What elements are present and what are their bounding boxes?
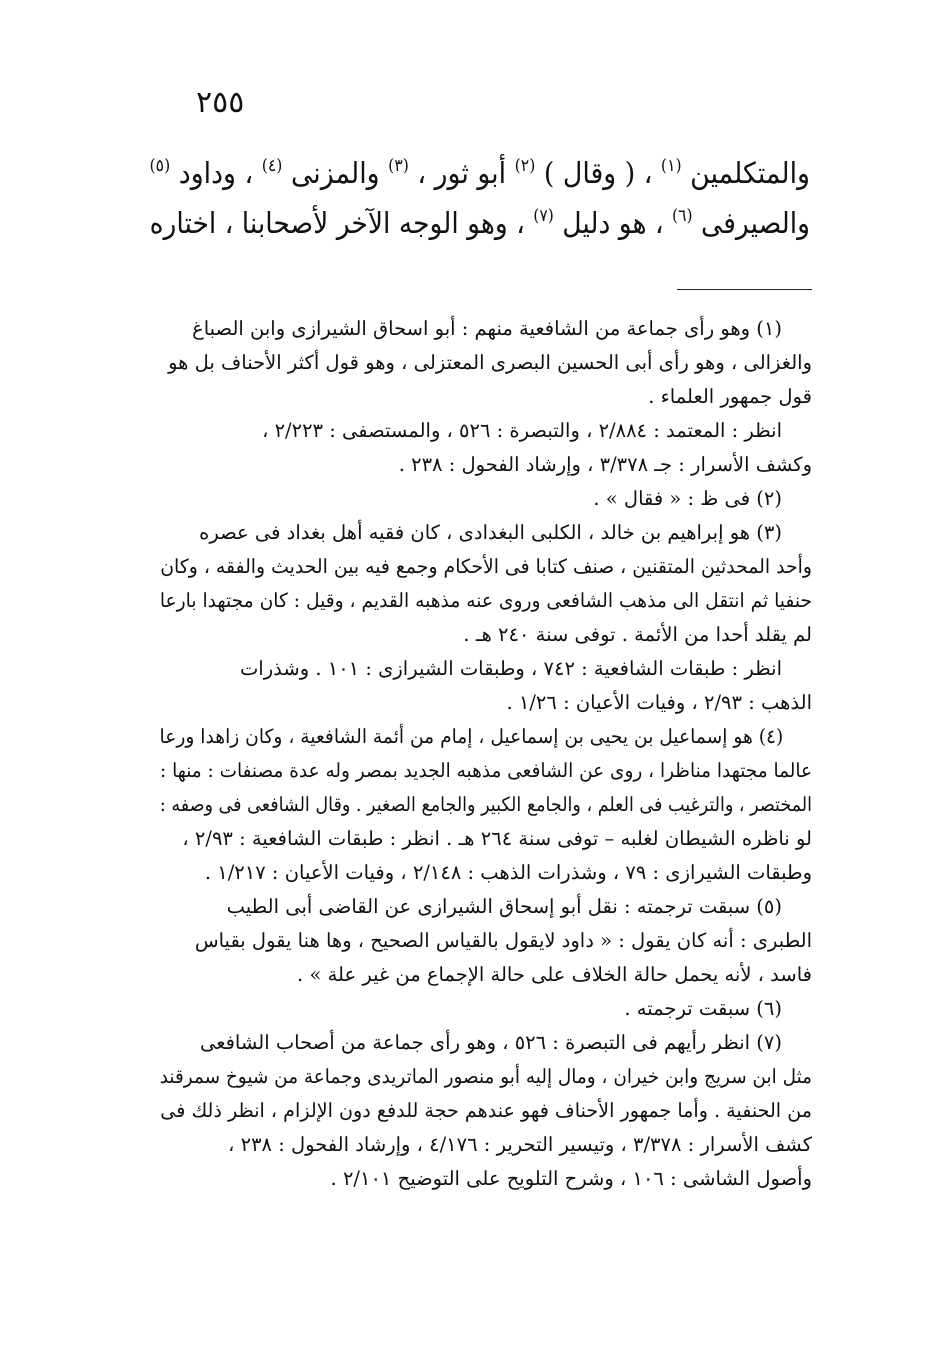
footnote-reference: (١): [660, 156, 682, 176]
footnote-reference: (٧): [533, 206, 554, 226]
footnote-paragraph: [160, 890, 812, 992]
footnote-line: قول جمهور العلماء .: [648, 385, 812, 408]
footnote-reference: (٤): [261, 156, 283, 176]
footnote-line: الذهب : ٢/٩٣ ، وفيات الأعيان : ١/٢٦ .: [506, 691, 812, 714]
footnote-line: وطبقات الشيرازى : ٧٩ ، وشذرات الذهب : ٢/١٤٨ ، وفيات الأعيان : ١/٢١٧ .: [204, 861, 812, 884]
footnote-paragraph: [160, 482, 812, 516]
main-text-segment: ، وهو الوجه الآخر لأصحابنا ، اختاره: [149, 206, 534, 240]
footnote-line: (٤) هو إسماعيل بن يحيى بن إسماعيل ، إمام من أئمة الشافعية ، وكان زاهدا ورعا: [159, 725, 784, 748]
footnote-divider: [677, 289, 812, 290]
footnote-line: (٢) فى ظ : « فقال » .: [593, 487, 782, 510]
main-text-segment: والمزنى: [282, 156, 389, 190]
main-text-line: [149, 198, 810, 248]
main-text-segment: والصيرفى: [692, 206, 810, 240]
footnote-line: وكشف الأسرار : جـ ٣/٣٧٨ ، وإرشاد الفحول : ٢٣٨ .: [398, 453, 812, 476]
footnote-paragraph: [160, 1026, 812, 1196]
footnote-line: مثل ابن سريج وابن خيران ، ومال إليه أبو منصور الماتريدى وجماعة من شيوخ سمرقند: [159, 1065, 812, 1088]
footnote-line: (٧) انظر رأيهم فى التبصرة : ٥٢٦ ، وهو رأى جماعة من أصحاب الشافعى: [199, 1031, 782, 1054]
footnote-paragraph: [160, 720, 812, 890]
footnote-reference: (٣): [388, 156, 409, 176]
main-text-segment: ، ( وقال ): [535, 156, 661, 190]
footnote-paragraph: [160, 516, 812, 652]
footnote-reference: (٦): [672, 206, 693, 226]
footnote-line: فاسد ، لأنه يحمل حالة الخلاف على حالة الإجماع من غير علة » .: [297, 963, 812, 986]
footnote-reference: (٥): [149, 156, 171, 176]
footnote-line: (٣) هو إبراهيم بن خالد ، الكلبى البغدادى ، كان فقيه أهل بغداد فى عصره: [199, 521, 782, 544]
footnote-line: والغزالى ، وهو رأى أبى الحسين البصرى المعتزلى ، وهو قول أكثر الأحناف بل هو: [168, 351, 812, 374]
footnote-line: لو ناظره الشيطان لغلبه – توفى سنة ٢٦٤ هـ . انظر : طبقات الشافعية : ٢/٩٣ ،: [182, 827, 812, 850]
footnote-paragraph: [160, 992, 812, 1026]
page-number: ٢٥٥: [196, 85, 245, 120]
footnote-paragraph: [160, 414, 812, 482]
main-text: [150, 148, 810, 248]
footnote-line: انظر : المعتمد : ٢/٨٨٤ ، والتبصرة : ٥٢٦ ، والمستصفى : ٢/٢٢٣ ،: [262, 419, 782, 442]
main-text-segment: والمتكلمين: [681, 156, 810, 190]
main-text-segment: أبو ثور ،: [408, 156, 515, 190]
footnote-line: عالما مجتهدا مناظرا ، روى عن الشافعى مذهبه الجديد بمصر وله عدة مصنفات : منها :: [159, 759, 812, 782]
footnote-line: كشف الأسرار : ٣/٣٧٨ ، وتيسير التحرير : ٤/١٧٦ ، وإرشاد الفحول : ٢٣٨ ،: [228, 1133, 812, 1156]
footnote-line: وأحد المحدثين المتقنين ، صنف كتابا فى الأحكام وجمع فيه بين الحديث والفقه ، وكان: [160, 555, 812, 578]
footnotes-section: [160, 312, 812, 1196]
footnote-paragraph: [160, 312, 812, 414]
main-text-segment: ، وداود: [170, 156, 262, 190]
footnote-line: (٥) سبقت ترجمته : نقل أبو إسحاق الشيرازى عن القاضى أبى الطيب: [226, 895, 782, 918]
footnote-line: المختصر ، والترغيب فى العلم ، والجامع الكبير والجامع الصغير . وقال الشافعى فى وصفه :: [159, 793, 813, 816]
footnote-paragraph: [160, 652, 812, 720]
footnote-line: وأصول الشاشى : ١٠٦ ، وشرح التلويح على التوضيح ٢/١٠١ .: [330, 1167, 812, 1190]
footnote-line: لم يقلد أحدا من الأئمة . توفى سنة ٢٤٠ هـ .: [463, 623, 812, 646]
footnote-line: من الحنفية . وأما جمهور الأحناف فهو عندهم حجة للدفع دون الإلزام ، انظر ذلك فى: [160, 1099, 813, 1122]
main-text-line: [149, 148, 810, 198]
footnote-line: حنفيا ثم انتقل الى مذهب الشافعى وروى عنه مذهبه القديم ، وقيل : كان مجتهدا بارعا: [159, 589, 813, 612]
footnote-line: الطبرى : أنه كان يقول : « داود لايقول بالقياس الصحيح ، وها هنا يقول بقياس: [194, 929, 812, 952]
footnote-line: انظر : طبقات الشافعية : ٧٤٢ ، وطبقات الشيرازى : ١٠١ . وشذرات: [239, 657, 782, 680]
footnote-reference: (٢): [514, 156, 536, 176]
main-text-segment: ، هو دليل: [553, 206, 673, 240]
footnote-line: (١) وهو رأى جماعة من الشافعية منهم : أبو اسحاق الشيرازى وابن الصباغ: [192, 317, 782, 340]
footnote-line: (٦) سبقت ترجمته .: [624, 997, 782, 1020]
